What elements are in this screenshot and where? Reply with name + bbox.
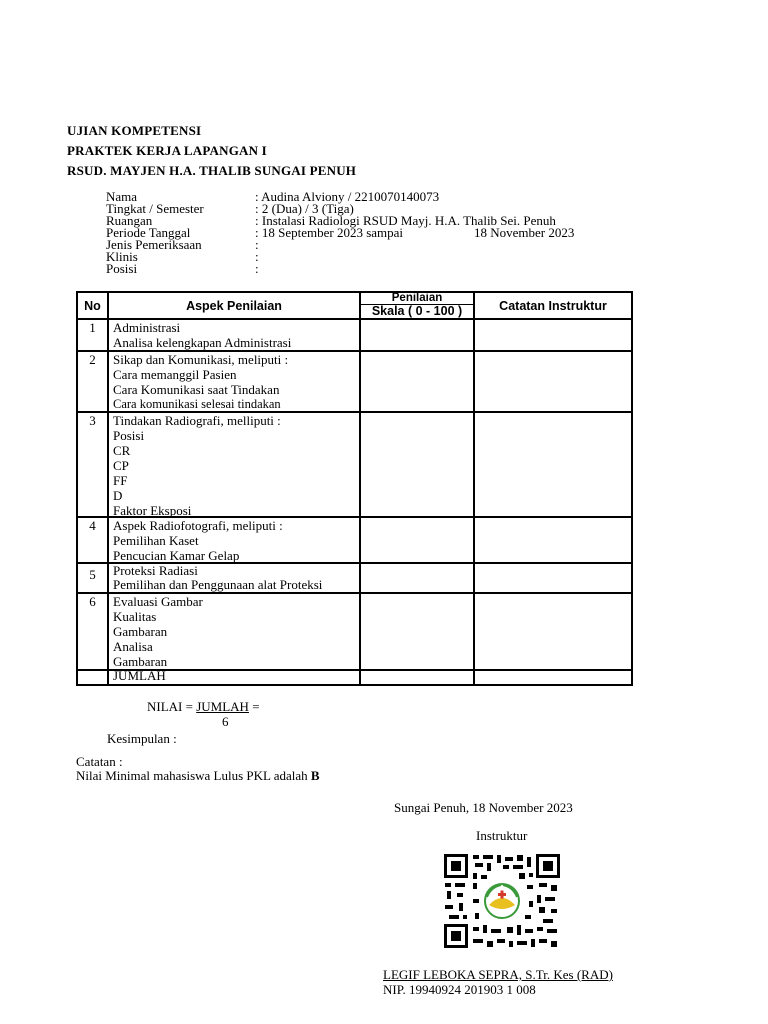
row-number: 4 — [77, 517, 108, 563]
nilai-prefix: NILAI = — [147, 699, 197, 714]
nilai-eq: = — [248, 699, 260, 714]
note-cell[interactable] — [474, 319, 632, 351]
col-header-skala: Skala ( 0 - 100 ) — [371, 304, 463, 318]
sign-place-date: Sungai Penuh, 18 November 2023 — [394, 800, 573, 815]
catatan-grade: B — [310, 768, 320, 783]
table-row — [77, 412, 632, 517]
row-aspek — [108, 563, 360, 593]
aspek-line: Faktor Eksposi — [113, 503, 192, 518]
info-value-periode: : 18 September 2023 sampai — [255, 225, 404, 240]
note-cell[interactable] — [474, 412, 632, 517]
score-cell[interactable] — [360, 351, 474, 412]
info-value-periode-end: 18 November 2023 — [474, 225, 575, 240]
col-header-no: No — [77, 292, 108, 319]
doc-subtitle: PRAKTEK KERJA LAPANGAN I — [67, 143, 267, 158]
info-label-tingkat: Tingkat / Semester — [106, 201, 204, 216]
info-label-ruangan: Ruangan — [106, 213, 153, 228]
nilai-jumlah: JUMLAH — [196, 699, 249, 714]
row-number: 2 — [77, 351, 108, 412]
score-cell[interactable] — [360, 319, 474, 351]
row-aspek — [108, 593, 360, 670]
note-cell[interactable] — [474, 517, 632, 563]
row-aspek — [108, 412, 360, 517]
assessment-table — [76, 291, 633, 686]
table-row — [77, 593, 632, 670]
info-value-tingkat: : 2 (Dua) / 3 (Tiga) — [255, 201, 354, 216]
row-number: 1 — [77, 319, 108, 351]
aspek-line: CR — [113, 443, 131, 458]
table-row — [77, 563, 632, 593]
total-label: JUMLAH — [108, 670, 360, 685]
kesimpulan-label: Kesimpulan : — [107, 731, 177, 746]
sign-role: Instruktur — [476, 828, 528, 843]
aspek-line: CP — [113, 458, 129, 473]
col-header-catatan: Catatan Instruktur — [474, 292, 632, 319]
note-cell[interactable] — [474, 593, 632, 670]
info-value-klinis: : — [255, 249, 259, 264]
aspek-line: Tindakan Radiografi, melliputi : — [113, 413, 281, 428]
aspek-line: Evaluasi Gambar — [113, 594, 203, 609]
row-number: 6 — [77, 593, 108, 670]
row-aspek — [108, 351, 360, 412]
info-label-periode: Periode Tanggal — [106, 225, 191, 240]
info-value-ruangan: : Instalasi Radiologi RSUD Mayj. H.A. Thalib Sei. Penuh — [255, 213, 556, 228]
aspek-line: Kualitas — [113, 609, 157, 624]
aspek-line: Analisa — [113, 639, 153, 654]
aspek-line: Gambaran — [113, 624, 168, 639]
table-row — [77, 319, 632, 351]
aspek-line: Analisa kelengkapan Administrasi — [113, 335, 292, 350]
aspek-line: Proteksi Radiasi — [113, 563, 198, 578]
col-header-aspek: Aspek Penilaian — [108, 292, 360, 319]
row-number: 3 — [77, 412, 108, 517]
info-label-nama: Nama — [106, 189, 138, 204]
aspek-line: Pemilihan dan Penggunaan alat Proteksi — [113, 577, 323, 592]
aspek-line: Gambaran — [113, 654, 168, 669]
info-value-nama: : Audina Alviony / 2210070140073 — [255, 189, 440, 204]
note-cell[interactable] — [474, 563, 632, 593]
aspek-line: FF — [113, 473, 128, 488]
row-aspek — [108, 517, 360, 563]
aspek-line: Cara komunikasi selesai tindakan — [113, 397, 281, 411]
info-value-posisi: : — [255, 261, 259, 276]
score-cell[interactable] — [360, 412, 474, 517]
nilai-divisor: 6 — [222, 714, 229, 729]
info-label-jenis: Jenis Pemeriksaan — [106, 237, 202, 252]
doc-title: UJIAN KOMPETENSI — [67, 123, 202, 138]
aspek-line: Cara Komunikasi saat Tindakan — [113, 382, 280, 397]
aspek-line: D — [113, 488, 123, 503]
row-number: 5 — [77, 563, 108, 593]
table-row — [77, 351, 632, 412]
doc-institution: RSUD. MAYJEN H.A. THALIB SUNGAI PENUH — [67, 163, 357, 178]
total-score-cell[interactable] — [360, 670, 474, 685]
aspek-line: Pemilihan Kaset — [113, 533, 199, 548]
score-cell[interactable] — [360, 563, 474, 593]
aspek-line: Sikap dan Komunikasi, meliputi : — [113, 352, 289, 367]
info-label-posisi: Posisi — [106, 261, 138, 276]
col-header-penilaian-label: Penilaian — [361, 293, 473, 305]
total-note-cell[interactable] — [474, 670, 632, 685]
sign-name: LEGIF LEBOKA SEPRA, S.Tr. Kes (RAD) — [383, 967, 613, 982]
nilai-formula — [147, 699, 260, 715]
note-cell[interactable] — [474, 351, 632, 412]
table-header-row — [77, 292, 632, 319]
aspek-line: Aspek Radiofotografi, meliputi : — [113, 518, 283, 533]
catatan-text — [76, 768, 320, 784]
row-aspek — [108, 319, 360, 351]
qr-code-icon — [443, 853, 561, 949]
col-header-penilaian — [360, 292, 474, 319]
score-cell[interactable] — [360, 593, 474, 670]
total-number-cell — [77, 670, 108, 685]
aspek-line: Cara memanggil Pasien — [113, 367, 237, 382]
info-label-klinis: Klinis — [106, 249, 138, 264]
catatan-title: Catatan : — [76, 754, 123, 769]
table-row — [77, 517, 632, 563]
catatan-body: Nilai Minimal mahasiswa Lulus PKL adalah — [76, 768, 311, 783]
aspek-line: Pencucian Kamar Gelap — [113, 548, 240, 563]
score-cell[interactable] — [360, 517, 474, 563]
table-total-row — [77, 670, 632, 685]
aspek-line: Administrasi — [113, 320, 181, 335]
info-value-jenis: : — [255, 237, 259, 252]
aspek-line: Posisi — [113, 428, 145, 443]
sign-nip: NIP. 19940924 201903 1 008 — [383, 982, 536, 997]
